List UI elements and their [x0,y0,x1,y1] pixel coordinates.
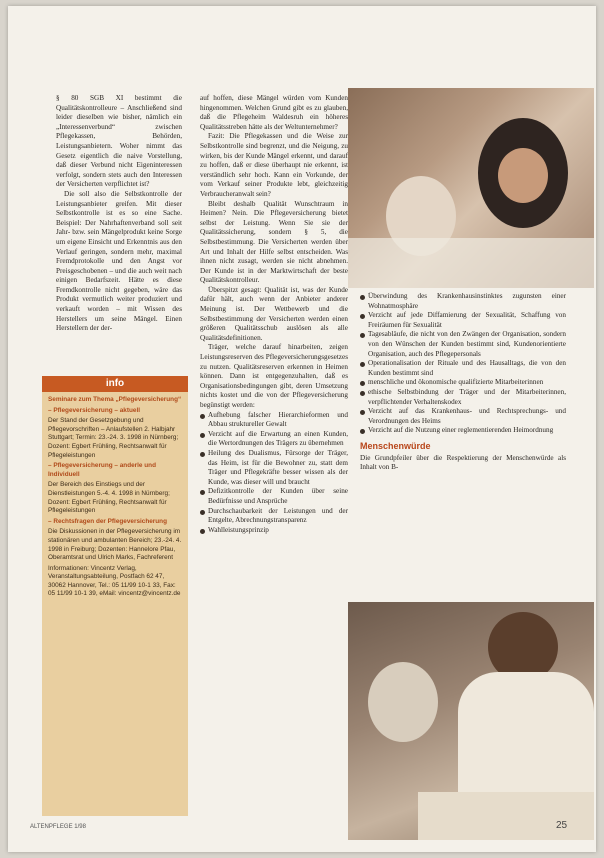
info-item-title: – Rechtsfragen der Pflegeversicherung [48,517,167,525]
list-item: menschliche und ökonomische qualifizierte Mitarbeiterinnen [360,378,566,388]
list-item: Wahlleistungsprinzip [200,526,348,536]
text-column-3 [360,292,566,473]
info-box-body [42,392,188,605]
list-item: Verzicht auf die Nutzung einer reglementierenden Heimordnung [360,426,566,436]
paragraph: Überspitzt gesagt: Qualität ist, was der Kunde dafür hält, auch wenn der Anbieter anderer Meinung ist. Der Wettbewerb und die Selbstbestimmung der Versicherten werden einen größeren Qualitätsschub auslösen als alle Qualitätsdefinitionen. [200,285,348,342]
list-item: Verzicht auf jede Diffamierung der Sexualität, Schaffung von Freiräumen für Sexualität [360,311,566,330]
photo-figure [368,662,438,742]
info-box-header: info [42,376,188,392]
list-item: Aufhebung falscher Hierarchieformen und Abbau struktureller Gewalt [200,411,348,430]
list-item: Defizitkontrolle der Kunden über seine Bedürfnisse und Ansprüche [200,487,348,506]
info-item-text: Der Bereich des Einstiegs und der Dienstleistungen 5.-4. 4. 1998 in Nürnberg; Dozent: Egbert Frühling, Rechtsanwalt für Pflegeleistungen [48,481,170,515]
paragraph: § 80 SGB XI bestimmt die Qualitätskontrolleure – Anschließend sind leider dieselben wie bisher, nämlich ein „Interessenverbund“ zwischen Pflegekassen, Behörden, Leistungsanbietern. Woher nimmt das Gesetz eigentlich die naive Vorstellung, daß dieser Verbund nicht Eigeninteressen verfolgt, sondern stets auch den Interessen der Versicherten verpflichtet ist? [56,94,182,189]
photo-caregiver-with-elderly-man [348,88,594,288]
magazine-page [8,6,596,852]
bullet-list [200,411,348,536]
paragraph: Träger, welche darauf hinarbeiten, zeigen Leistungsreserven des Pflegeversicherungsgesetzes zu nutzen. Qualitätsreserven erkennen in Heimen können. Dann ist entgegenzuhalten, daß es Organisationsbedingungen gibt, deren Umsetzung nichts kostet und die von der Pflegeversicherung begünstigt werden: [200,343,348,409]
info-item-text: Die Diskussionen in der Pflegeversicherung im stationären und ambulanten Bereich; 23.-24. 4. 1998 in Freiburg; Dozenten: Hannelore Pfau, Oberamtsrat und Ulrich Marks, Fachreferent [48,528,182,562]
list-item: Durchschaubarkeit der Leistungen und der Entgelte, Abrechnungstransparenz [200,507,348,526]
info-item-title: – Pflegeversicherung – anderle und Individuell [48,462,156,478]
info-box [42,376,188,816]
bullet-list [360,292,566,436]
list-item: Verzicht auf das Krankenhaus- und Rechtsprechungs- und Verordnungen des Heims [360,407,566,426]
photo-figure [458,672,594,792]
photo-table [418,792,594,840]
info-item-text: Der Stand der Gesetzgebung und Pflegevorschriften – Anlaufstellen 2. Halbjahr Stuttgart; Termin: 23.-24. 3. 1998 in Nürnberg; Dozent: Egbert Frühling, Rechtsanwalt für Pflegeleistungen [48,417,179,459]
list-item: Überwindung des Krankenhausinstinktes zugunsten einer Wohnatmosphäre [360,292,566,311]
text-column-2 [200,94,348,535]
photo-figure [498,148,548,203]
list-item: Operationalisation der Rituale und des Hausalltags, die von den Kunden bestimmt sind [360,359,566,378]
photo-nurse-serving-tea [348,602,594,840]
list-item: Heilung des Dualismus, Fürsorge der Träger, das Heim, ist für die Bewohner zu, statt dem Träger und Pflegekräfte besser wissen als der Kunde, was dieser will und braucht [200,449,348,487]
list-item: Verzicht auf die Erwartung an einen Kunden, die Wertordnungen des Trägers zu übernehmen [200,430,348,449]
photo-foreground [348,238,594,288]
paragraph: Die soll also die Selbstkontrolle der Leistungsanbieter greifen. Mit dieser Selbstkontrolle ist es so eine Sache. Beispiel: Der Nahrhaftenverband soll seit Jahr- bzw. sein Mängelprodukt keine Sorge um eigene Einsicht und Erkenntnis aus den Verlauf geringen, sondern mehr, maximal Fremdprotokolle und den Angst vor Preisgeschobenen – und die auch weit nach einigen Bedarfszeit. Hätte es diese Fremdkontrolle nicht gegeben, wäre das Produkt vermutlich weiter produziert und verkauft worden – mit Wissen des Herstellers um seine Mängel. Einen Herstellern der der- [56,189,182,333]
paragraph: auf hoffen, diese Mängel würden vom Kunden hingenommen. Welchen Grund gibt es zu glauben, daß die Pflegeheim Waldesruh ein höheres Qualitätsstreben hätte als der Weltunternehmer? [200,94,348,131]
page-number: 25 [556,820,568,831]
section-heading: Menschenwürde [360,440,431,451]
info-item-title: Seminare zum Thema „Pflegeversicherung“ [48,396,182,403]
paragraph: Fazit: Die Pflegekassen und die Weise zur Selbstkontrolle sind begrenzt, und die Neigung, zu wirken, bis der Kunde Mängel erkennt, und darauf zu hoffen, daß er diese überhaupt nie erkennt, ist verständlich sehr hoch. Kann ein Vorkunde, der vom Verkauf seiner Produkte lebt, gleichzeitig Verbraucheranwalt sein? [200,132,348,198]
paragraph: Die Grundpfeiler über die Respektierung der Menschenwürde als Inhalt von B- [360,453,566,472]
footer-magazine-issue: ALTENPFLEGE 1/98 [30,824,86,830]
info-item-title: – Pflegeversicherung – aktuell [48,406,140,414]
list-item: ethische Selbstbindung der Träger und der Mitarbeiterinnen, verpflichtender Verhaltenskodex [360,388,566,407]
text-column-1 [56,94,182,334]
paragraph: Bleibt deshalb Qualität Wunschtraum in Heimen? Nein. Die Pflegeversicherung bietet selbst der Leistung. Wenn Sie sie der Qualitätssicherung, sondern § 5, die Selbstbestimmung. Die Versicherten werden über Art und Inhalt der Hilfe selbst entscheiden. Was ihnen nicht zusagt, werden sie nicht abnehmen. Der Kunde ist in der Marktwirtschaft der beste Qualitätskontrolleur. [200,199,348,285]
info-contact-text: Informationen: Vincentz Verlag, Veranstaltungsabteilung, Postfach 62 47, 30062 Hannover, Tel.: 05 11/99 10-1 33, Fax: 05 11/99 10-1 39, eMail: vincentz@vincentz.de [48,564,181,598]
list-item: Tagesabläufe, die nicht von den Zwängen der Organisation, sondern von den Wünschen der Kunden bestimmt sind, Kundenorientierte Organisation, auch des Pflegepersonals [360,330,566,359]
